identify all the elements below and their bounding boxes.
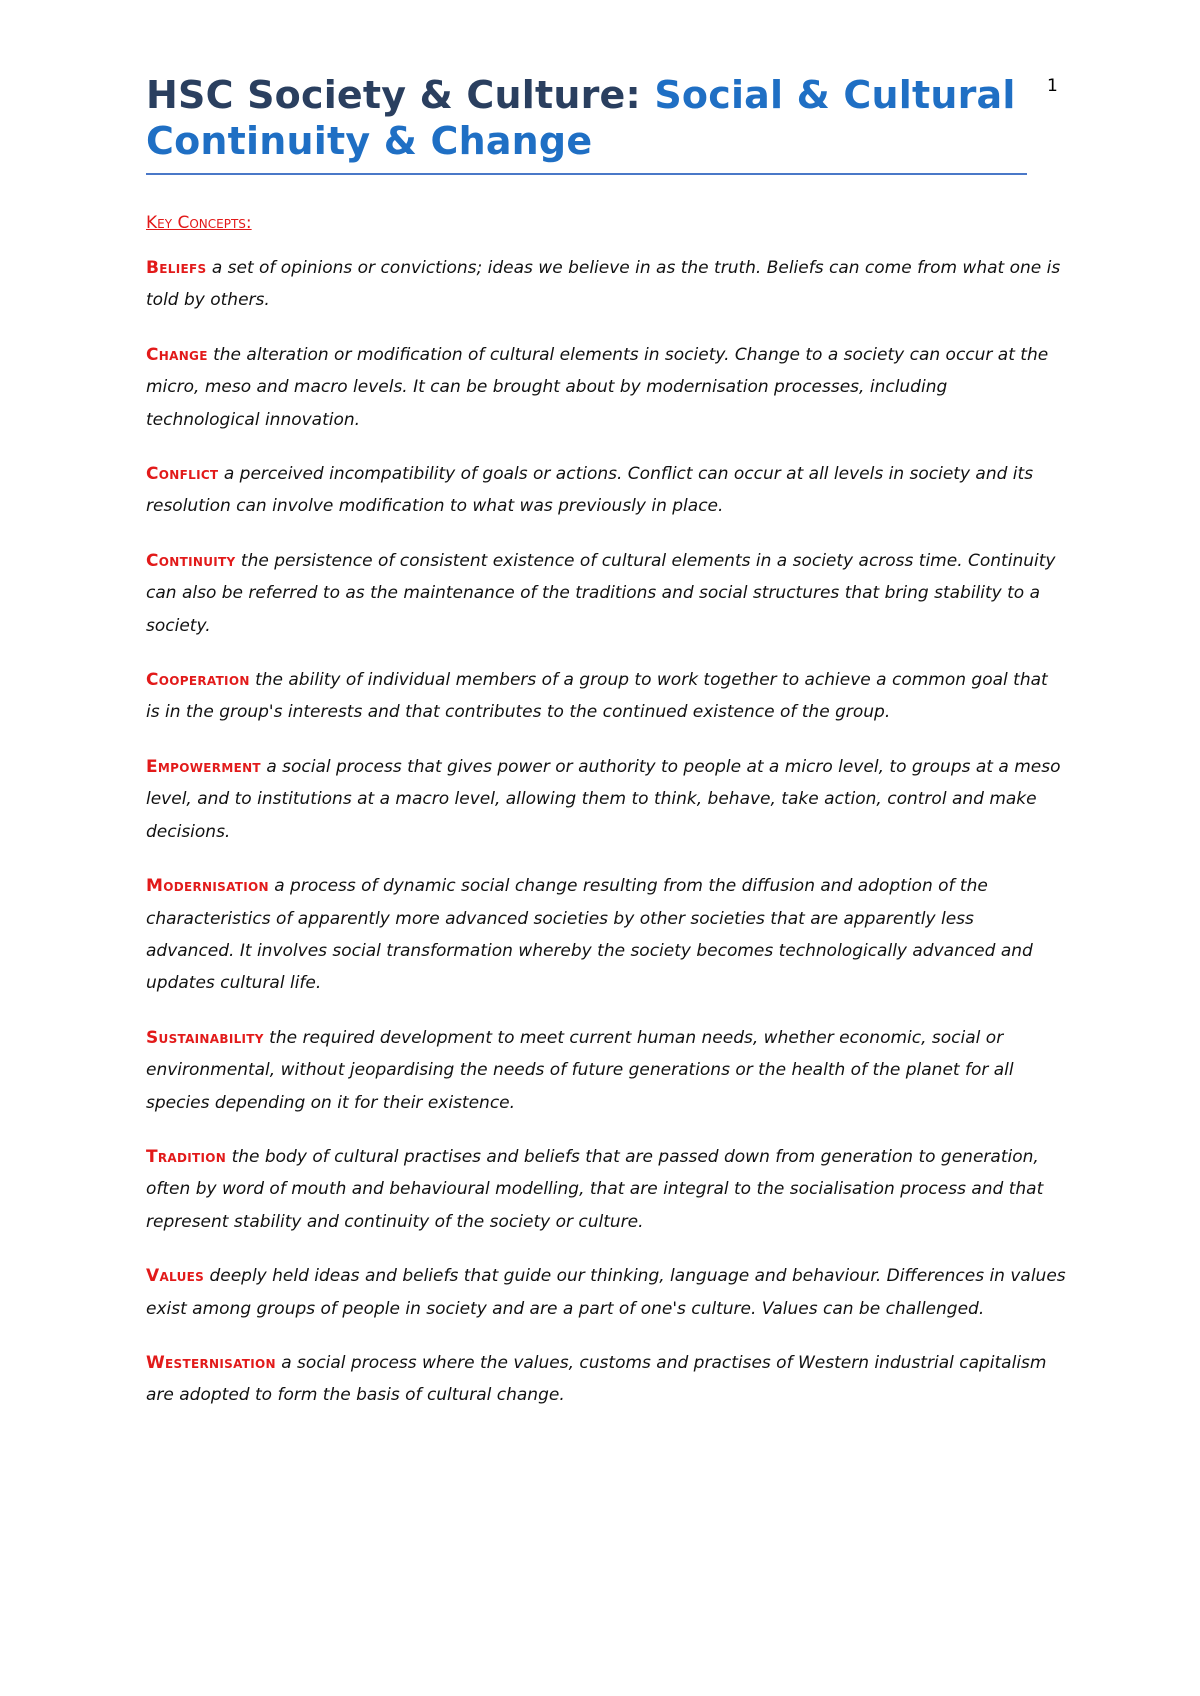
concept-empowerment — [146, 751, 1066, 848]
concept-term: Empowerment — [146, 756, 261, 777]
concept-definition: a process of dynamic social change resulting from the diffusion and adoption of the characteristics of apparently more advanced societies by other societies that are apparently less advanced. It involves social transformation whereby the society becomes technologically advanced and updates cultural life. — [146, 876, 1033, 994]
concept-cooperation — [146, 664, 1066, 729]
concept-term: Values — [146, 1266, 205, 1287]
concept-term: Tradition — [146, 1146, 227, 1167]
key-concepts-section — [146, 210, 1066, 1434]
page-number: 1 — [1047, 76, 1058, 96]
concept-term: Continuity — [146, 550, 236, 571]
title-divider — [146, 173, 1027, 175]
concept-westernisation — [146, 1347, 1066, 1412]
concept-definition: a social process that gives power or authority to people at a micro level, to groups at a meso level, and to institutions at a macro level, allowing them to think, behave, take action, control and make decisions. — [146, 756, 1061, 842]
concept-change — [146, 339, 1066, 436]
concept-term: Conflict — [146, 464, 219, 485]
concept-definition: the required development to meet current human needs, whether economic, social or environmental, without jeopardising the needs of future generations or the health of the planet for all species depending on it for their existence. — [146, 1027, 1014, 1113]
title-prefix: HSC Society & Culture: — [146, 73, 655, 117]
concept-values — [146, 1260, 1066, 1325]
concept-definition: the persistence of consistent existence of cultural elements in a society across time. Continuity can also be referred to as the maintenance of the traditions and social structures that bring stability to a society. — [146, 550, 1056, 636]
concept-term: Cooperation — [146, 670, 250, 691]
concept-tradition — [146, 1141, 1066, 1238]
concept-definition: a set of opinions or convictions; ideas we believe in as the truth. Beliefs can come from what one is told by others. — [146, 258, 1061, 311]
concept-definition: a social process where the values, customs and practises of Western industrial capitalism are adopted to form the basis of cultural change. — [146, 1352, 1047, 1406]
concept-continuity — [146, 545, 1066, 642]
concept-term: Change — [146, 344, 208, 365]
concept-term: Sustainability — [146, 1027, 264, 1048]
concept-conflict — [146, 458, 1066, 523]
concept-beliefs — [146, 252, 1066, 317]
concept-term: Modernisation — [146, 876, 269, 897]
concept-definition: deeply held ideas and beliefs that guide our thinking, language and behaviour. Differences in values exist among groups of people in society and are a part of one's culture. Values can be challenged. — [146, 1266, 1066, 1319]
concept-definition: a perceived incompatibility of goals or actions. Conflict can occur at all levels in society and its resolution can involve modification to what was previously in place. — [146, 464, 1034, 517]
concept-definition: the ability of individual members of a group to work together to achieve a common goal that is in the group's interests and that contributes to the continued existence of the group. — [146, 670, 1048, 723]
title-topic: Social & Cultural Continuity & Change — [146, 73, 1016, 163]
concept-sustainability — [146, 1022, 1066, 1119]
concept-term: Beliefs — [146, 258, 207, 278]
page-title — [146, 72, 1026, 164]
section-heading: Key Concepts: — [146, 213, 252, 233]
concept-term: Westernisation — [146, 1352, 276, 1373]
concept-modernisation — [146, 870, 1066, 1000]
concept-definition: the alteration or modification of cultural elements in society. Change to a society can occur at the micro, meso and macro levels. It can be brought about by modernisation processes, including technological innovation. — [146, 344, 1049, 430]
concept-definition: the body of cultural practises and beliefs that are passed down from generation to generation, often by word of mouth and behavioural modelling, that are integral to the socialisation process and that represent stability and continuity of the society or culture. — [146, 1146, 1044, 1232]
